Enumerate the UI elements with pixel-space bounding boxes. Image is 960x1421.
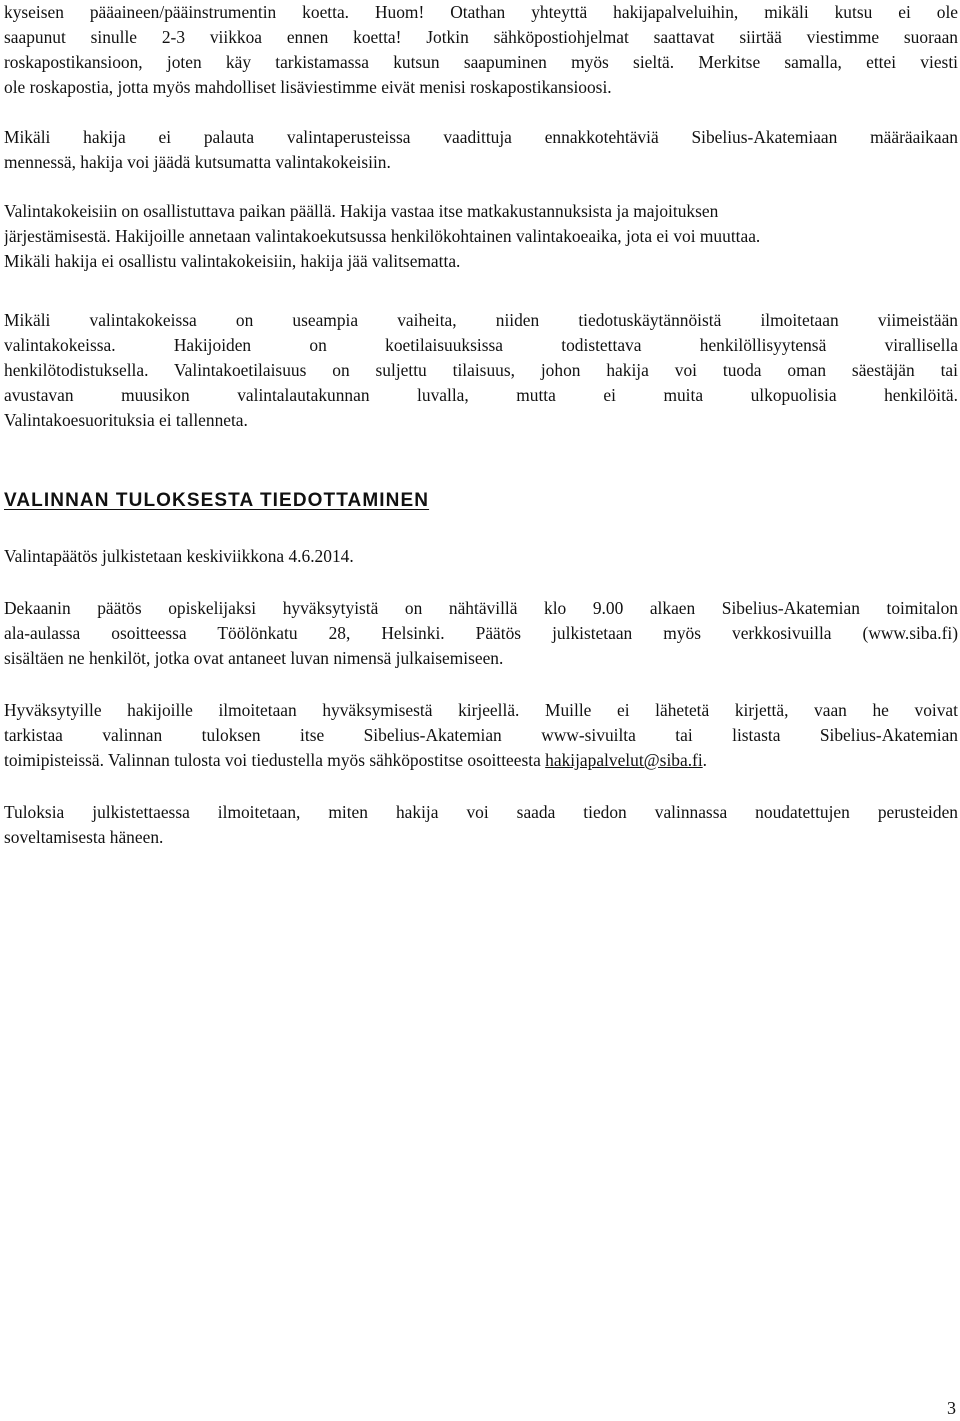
text-line: saapunut sinulle 2-3 viikkoa ennen koetta! Jotkin sähköpostiohjelmat saattavat siirtää viestimme suoraan (4, 27, 958, 47)
text-line: roskapostikansioon, joten käy tarkistamassa kutsun saapuminen myös sieltä. Merkitse samalla, ettei viesti (4, 52, 958, 72)
section-heading: VALINNAN TULOKSESTA TIEDOTTAMINEN (4, 490, 430, 511)
paragraph-acceptance-letter (4, 698, 958, 773)
paragraph-attendance (4, 199, 958, 274)
text-line: Mikäli hakija ei osallistu valintakokeisiin, hakija jää valitsematta. (4, 251, 461, 271)
paragraph-dean-decision (4, 596, 958, 671)
text-line: mennessä, hakija voi jäädä kutsumatta valintakokeisiin. (4, 152, 391, 172)
text-line: valintakokeissa. Hakijoiden on koetilaisuuksissa todistettava henkilöllisyytensä virallisella (4, 335, 958, 355)
text-line: henkilötodistuksella. Valintakoetilaisuus on suljettu tilaisuus, johon hakija voi tuoda oman säestäjän tai (4, 360, 958, 380)
paragraph-invitation (4, 0, 958, 100)
text-line (4, 748, 958, 773)
text-line: ole roskapostia, jotta myös mahdolliset lisäviestimme eivät menisi roskapostikansioosi. (4, 77, 612, 97)
text-line: Valintakokeisiin on osallistuttava paikan päällä. Hakija vastaa itse matkakustannuksista ja majoituksen (4, 201, 719, 221)
paragraph-exam-stages (4, 308, 958, 433)
text-line: Hyväksytyille hakijoille ilmoitetaan hyväksymisestä kirjeellä. Muille ei lähetetä kirjettä, vaan he voivat (4, 700, 958, 720)
text-line: järjestämisestä. Hakijoille annetaan valintakoekutsussa henkilökohtainen valintakoeaika, jota ei voi muuttaa. (4, 226, 761, 246)
paragraph-preliminary-tasks (4, 125, 958, 175)
text-line: Tuloksia julkistettaessa ilmoitetaan, miten hakija voi saada tiedon valinnassa noudatettujen perusteiden (4, 802, 958, 822)
text-segment: toimipisteissä. Valinnan tulosta voi tiedustella myös sähköpostitse osoitteesta (4, 750, 546, 770)
page-number: 3 (947, 1398, 956, 1418)
text-line: tarkistaa valinnan tuloksen itse Sibelius-Akatemian www-sivuilta tai listasta Sibelius-Akatemian (4, 725, 958, 745)
text-line: sisältäen ne henkilöt, jotka ovat antaneet luvan nimensä julkaisemiseen. (4, 648, 504, 668)
text-line: ala-aulassa osoitteessa Töölönkatu 28, Helsinki. Päätös julkistetaan myös verkkosivuilla (www.siba.fi) (4, 623, 958, 643)
paragraph-results-info (4, 800, 958, 850)
text-segment: . (702, 750, 708, 770)
text-line: Valintakoesuorituksia ei tallenneta. (4, 410, 248, 430)
text-line: Valintapäätös julkistetaan keskiviikkona 4.6.2014. (4, 546, 354, 566)
text-line: Mikäli hakija ei palauta valintaperusteissa vaadittuja ennakkotehtäviä Sibelius-Akatemiaan määräaikaan (4, 127, 958, 147)
paragraph-decision-date (4, 544, 958, 569)
text-line: avustavan muusikon valintalautakunnan luvalla, mutta ei muita ulkopuolisia henkilöitä. (4, 385, 958, 405)
text-line: Mikäli valintakokeissa on useampia vaiheita, niiden tiedotuskäytännöistä ilmoitetaan viimeistään (4, 310, 958, 330)
text-line: kyseisen pääaineen/pääinstrumentin koetta. Huom! Otathan yhteyttä hakijapalveluihin, mikäli kutsu ei ole (4, 2, 958, 22)
text-line: soveltamisesta häneen. (4, 827, 164, 847)
text-line: Dekaanin päätös opiskelijaksi hyväksytyistä on nähtävillä klo 9.00 alkaen Sibelius-Akatemian toimitalon (4, 598, 958, 618)
email-link[interactable]: hakijapalvelut@siba.fi (545, 750, 703, 770)
